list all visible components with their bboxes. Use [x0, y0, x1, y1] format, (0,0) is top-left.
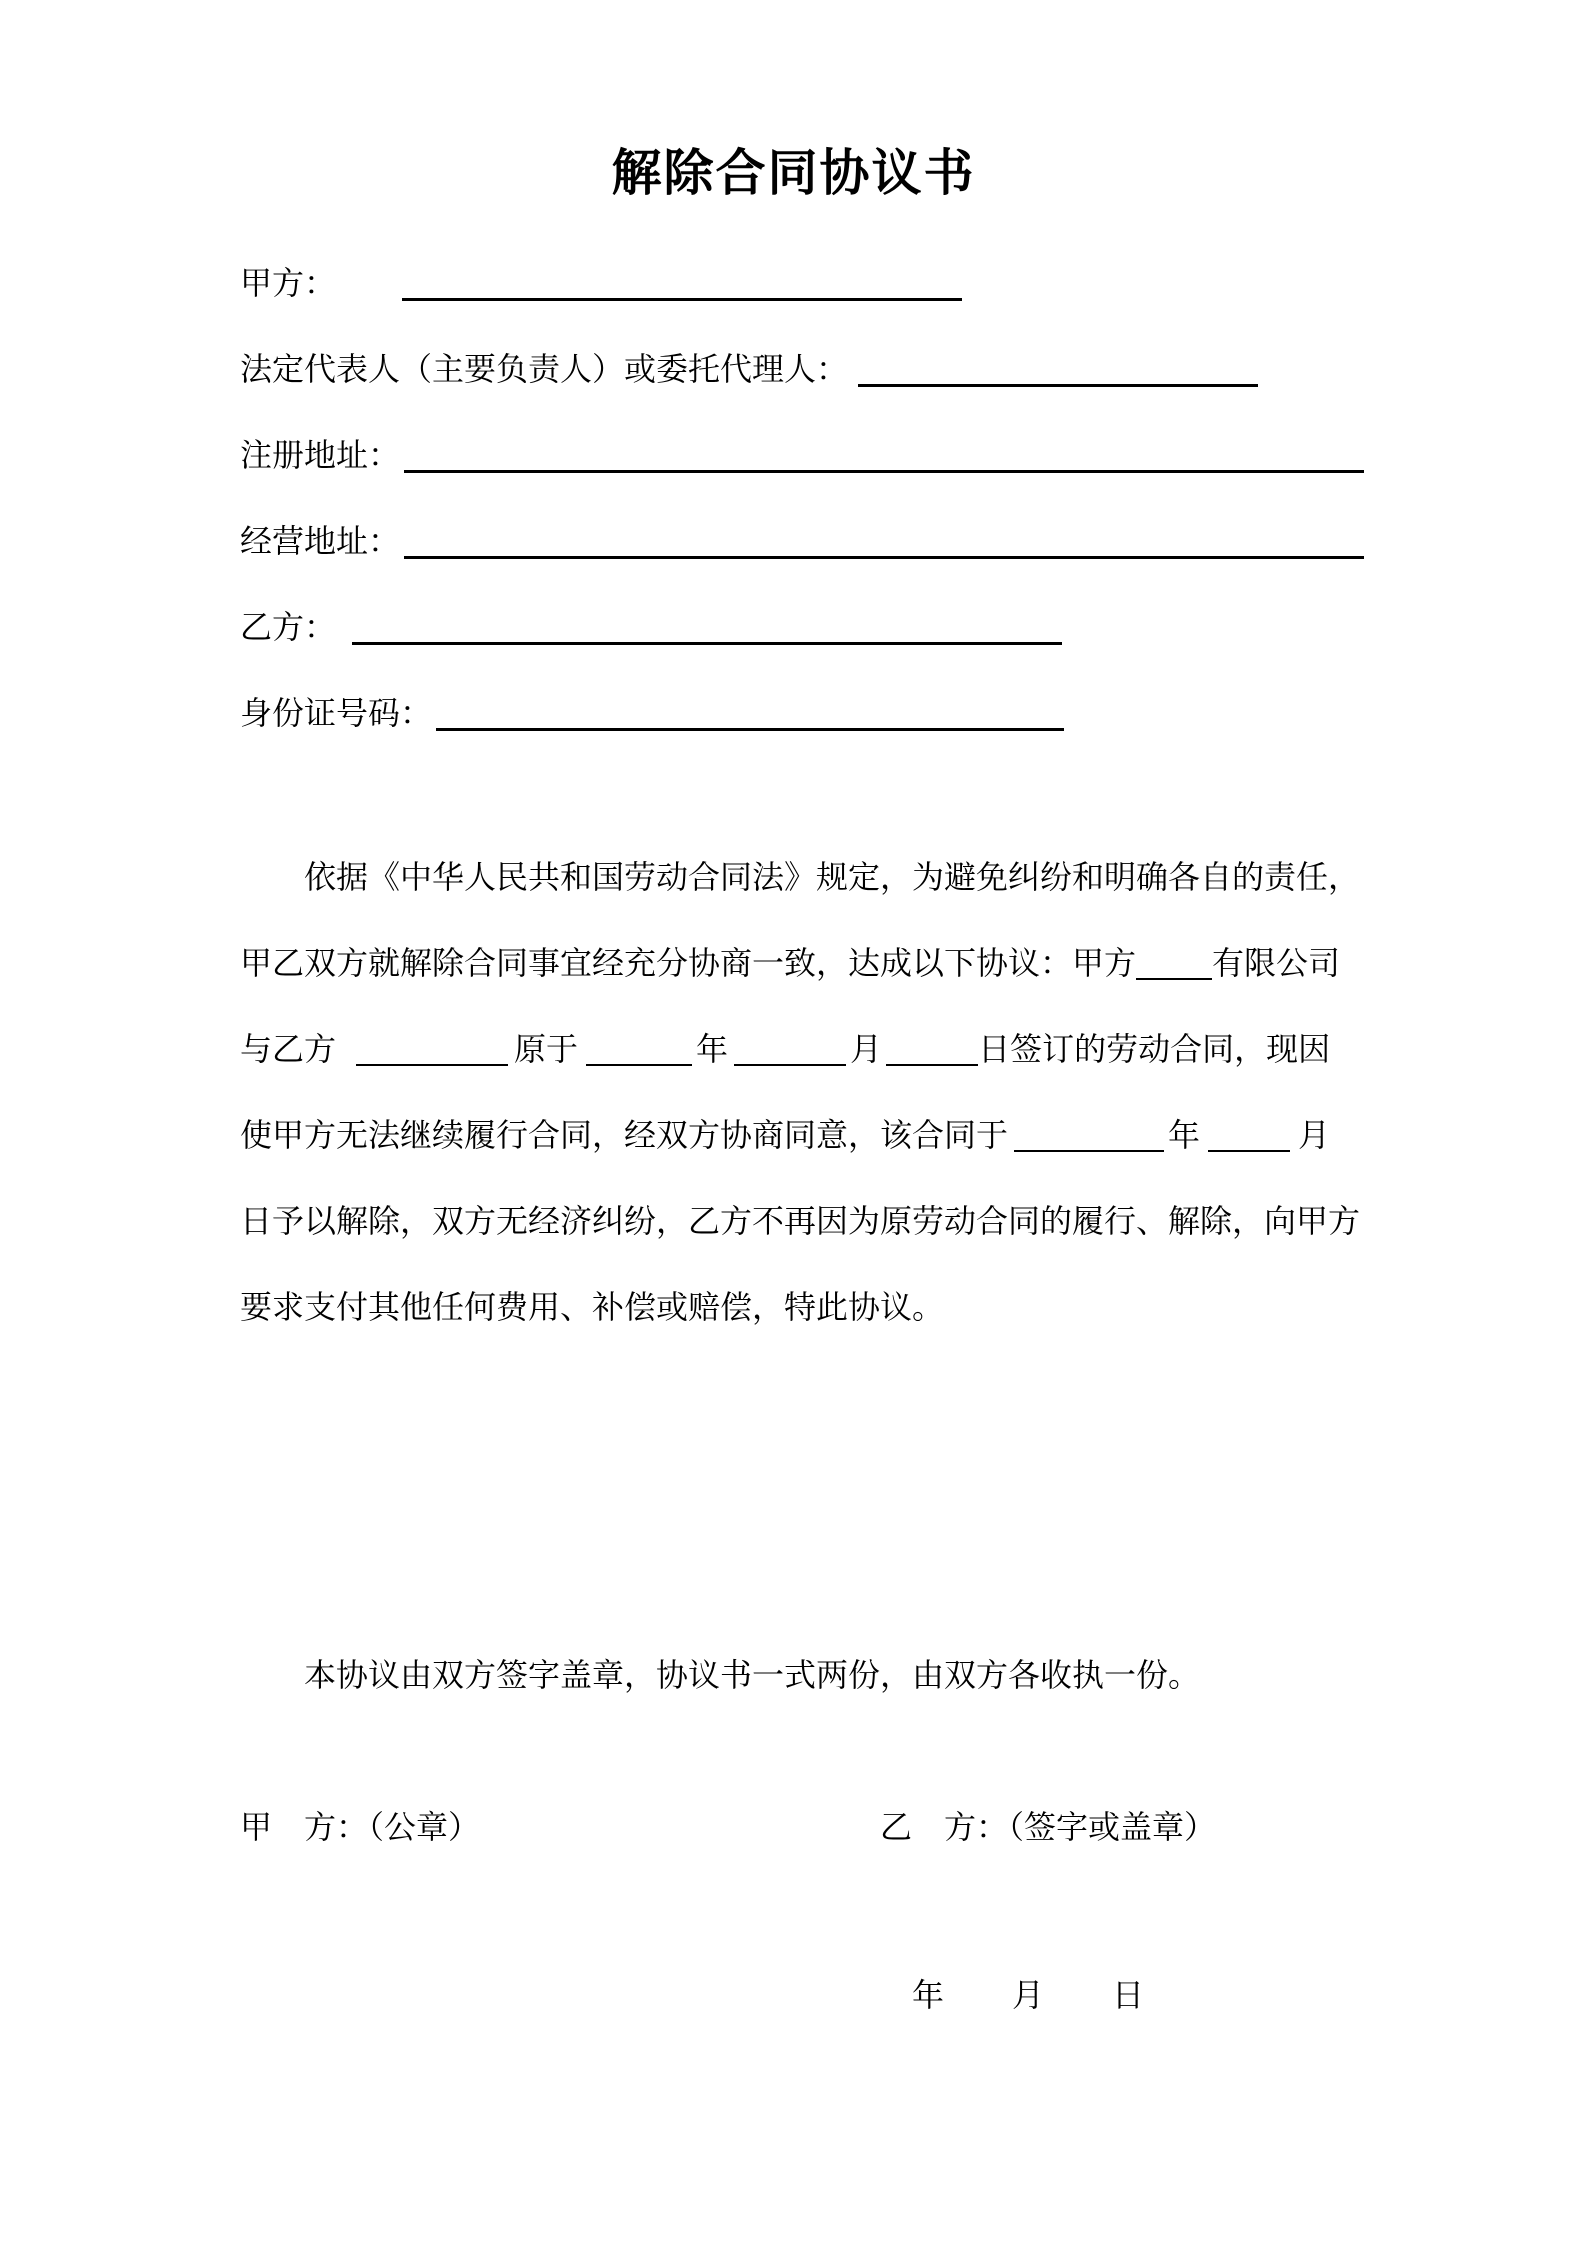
party-b-signature-label: 乙 方：（签字或盖章）	[880, 1809, 1217, 1845]
document-title: 解除合同协议书	[611, 145, 976, 201]
body-line-5: 日予以解除，双方无经济纠纷，乙方不再因为原劳动合同的履行、解除，向甲方	[240, 1203, 1361, 1239]
blank-termination-year[interactable]	[1014, 1150, 1164, 1152]
body-line-6: 要求支付其他任何费用、补偿或赔偿，特此协议。	[240, 1289, 945, 1325]
body-line-2-text: 甲乙双方就解除合同事宜经充分协商一致，达成以下协议：甲方	[240, 945, 1137, 981]
blank-company-name[interactable]	[1136, 978, 1212, 980]
body-line-1: 依据《中华人民共和国劳动合同法》规定，为避免纠纷和明确各自的责任，	[304, 859, 1361, 895]
sign-month-label: 月	[850, 1031, 883, 1067]
party-b-label: 乙方：	[240, 609, 337, 645]
blank-party-b-name[interactable]	[356, 1064, 508, 1066]
blank-sign-year[interactable]	[586, 1064, 692, 1066]
body-line-2-suffix: 有限公司	[1212, 945, 1341, 981]
registered-address-blank[interactable]	[404, 470, 1364, 473]
field-row-legal-representative	[240, 326, 1367, 412]
header-fields	[240, 240, 1367, 756]
id-number-label: 身份证号码：	[240, 695, 433, 731]
body-line-4	[240, 1092, 1387, 1178]
date-month-label: 月	[1012, 1977, 1045, 2013]
body-line-3-mid: 原于	[514, 1031, 579, 1067]
body-line-3-text: 与乙方	[240, 1031, 337, 1067]
party-a-signature-label: 甲 方：（公章）	[240, 1809, 481, 1845]
business-address-blank[interactable]	[404, 556, 1364, 559]
field-row-id-number	[240, 670, 1367, 756]
date-day-label: 日	[1112, 1977, 1145, 2013]
id-number-blank[interactable]	[436, 728, 1064, 731]
agreement-body	[240, 834, 1387, 1718]
field-row-party-b	[240, 584, 1367, 670]
termination-year-label: 年	[1168, 1117, 1201, 1153]
date-line	[240, 1952, 1367, 2038]
closing-line: 本协议由双方签字盖章，协议书一式两份，由双方各收执一份。	[304, 1657, 1201, 1693]
party-a-blank[interactable]	[402, 298, 962, 301]
legal-representative-blank[interactable]	[858, 384, 1258, 387]
signature-row	[240, 1784, 1367, 1870]
field-row-party-a	[240, 240, 1367, 326]
field-row-registered-address	[240, 412, 1367, 498]
termination-month-label: 月	[1298, 1117, 1331, 1153]
field-row-business-address	[240, 498, 1367, 584]
legal-representative-label: 法定代表人（主要负责人）或委托代理人：	[240, 351, 849, 387]
blank-sign-month[interactable]	[734, 1064, 846, 1066]
registered-address-label: 注册地址：	[240, 437, 401, 473]
blank-sign-day[interactable]	[886, 1064, 978, 1066]
body-line-2	[240, 920, 1387, 1006]
body-line-4-text: 使甲方无法继续履行合同，经双方协商同意，该合同于	[240, 1117, 1009, 1153]
blank-termination-month[interactable]	[1208, 1150, 1290, 1152]
body-line-3	[240, 1006, 1387, 1092]
business-address-label: 经营地址：	[240, 523, 401, 559]
party-b-blank[interactable]	[352, 642, 1062, 645]
body-line-3-suffix: 日签订的劳动合同，现因	[978, 1031, 1331, 1067]
date-year-label: 年	[912, 1977, 945, 2013]
sign-year-label: 年	[696, 1031, 729, 1067]
party-a-label: 甲方：	[240, 265, 337, 301]
